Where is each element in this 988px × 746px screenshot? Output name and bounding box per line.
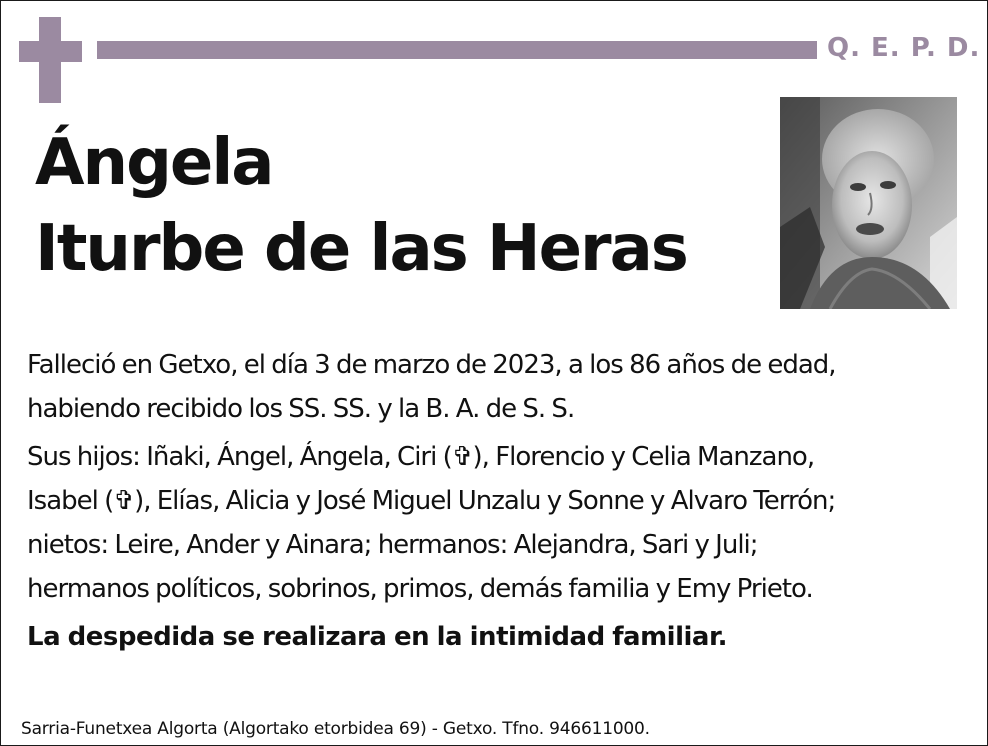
surnames: Iturbe de las Heras bbox=[35, 212, 687, 286]
death-notice-paragraph bbox=[27, 343, 967, 431]
portrait-image bbox=[780, 97, 957, 309]
latin-cross-icon bbox=[19, 17, 82, 103]
portrait-photo bbox=[780, 97, 957, 309]
funeral-home-footer: Sarria-Funetxea Algorta (Algortako etorbidea 69) - Getxo. Tfno. 946611000. bbox=[21, 719, 650, 739]
text-line: nietos: Leire, Ander y Ainara; hermanos: Alejandra, Sari y Juli; bbox=[27, 530, 758, 560]
family-paragraph bbox=[27, 435, 967, 611]
text-line: Isabel (✞), Elías, Alicia y José Miguel Unzalu y Sonne y Alvaro Terrón; bbox=[27, 486, 836, 516]
header-rule bbox=[97, 41, 817, 59]
text-line: habiendo recibido los SS. SS. y la B. A. de S. S. bbox=[27, 394, 575, 424]
first-name: Ángela bbox=[35, 126, 273, 200]
closing-note: La despedida se realizara en la intimidad familiar. bbox=[27, 622, 727, 652]
deceased-name bbox=[35, 126, 687, 286]
obituary-body bbox=[27, 343, 967, 659]
qepd-label: Q. E. P. D. bbox=[827, 33, 981, 63]
text-line: Sus hijos: Iñaki, Ángel, Ángela, Ciri (✞), Florencio y Celia Manzano, bbox=[27, 442, 815, 472]
text-line: Falleció en Getxo, el día 3 de marzo de 2023, a los 86 años de edad, bbox=[27, 350, 836, 380]
text-line: hermanos políticos, sobrinos, primos, demás familia y Emy Prieto. bbox=[27, 574, 813, 604]
